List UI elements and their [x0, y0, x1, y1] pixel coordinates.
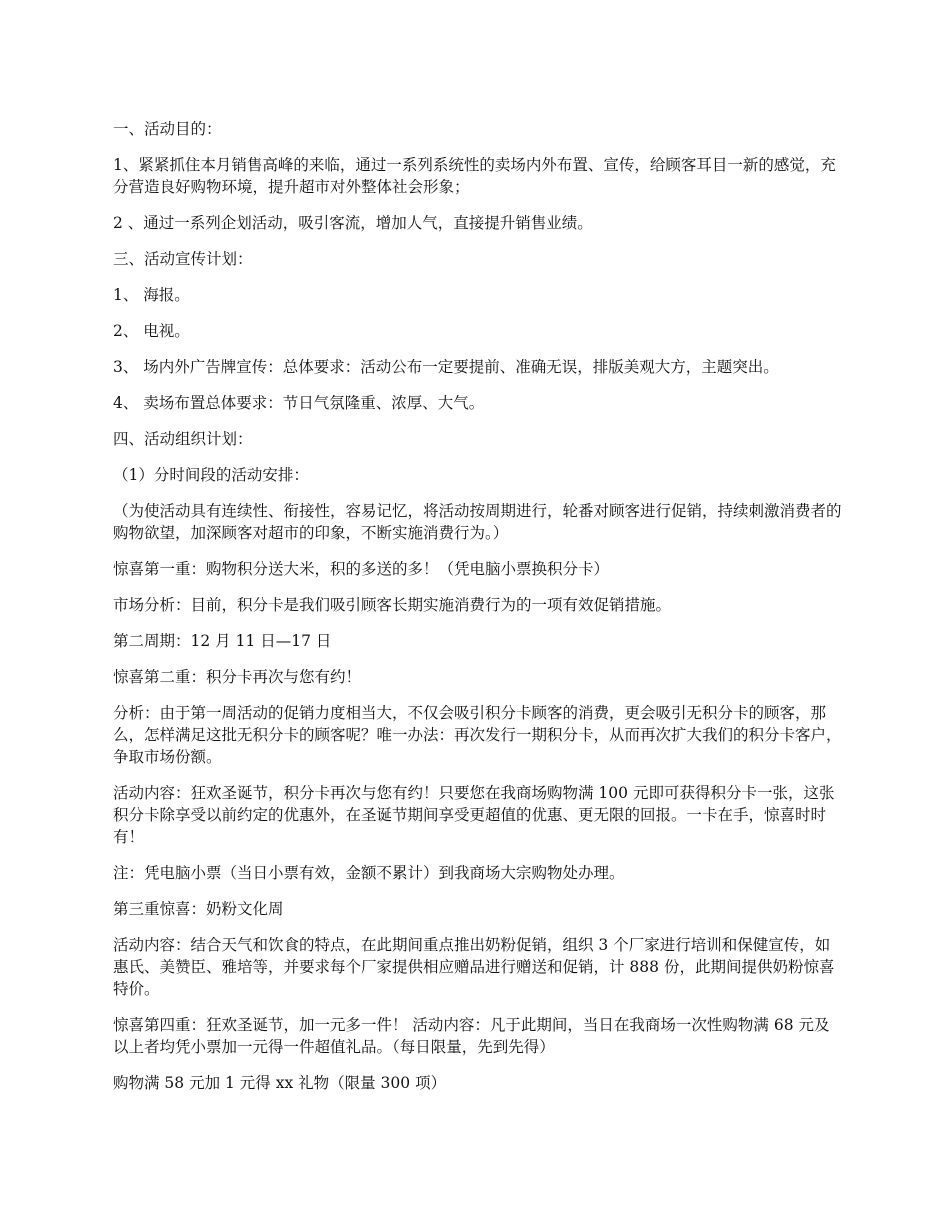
paragraph-surprise-4: 惊喜第四重：狂欢圣诞节，加一元多一件！ 活动内容：凡于此期间，当日在我商场一次性购物满 68 元及以上者均凭小票加一元得一件超值礼品。（每日限量，先到先得）: [113, 1016, 830, 1056]
paragraph-promo-1: 1、 海报。: [113, 286, 190, 304]
paragraph-promo-4: 4、 卖场布置总体要求：节日气氛隆重、浓厚、大气。: [113, 394, 485, 412]
document-body: [113, 118, 843, 1108]
paragraph-week-2: 第二周期：12 月 11 日—17 日: [113, 632, 332, 650]
paragraph-goal-2: 2 、通过一系列企划活动，吸引客流，增加人气，直接提升销售业绩。: [113, 214, 593, 232]
paragraph-goal-1: 1、紧紧抓住本月销售高峰的来临，通过一系列系统性的卖场内外布置、宣传，给顾客耳目一新的感觉，充分营造良好购物环境，提升超市对外整体社会形象；: [113, 156, 836, 196]
paragraph-promo-2: 2、 电视。: [113, 322, 190, 340]
paragraph-analysis: 分析：由于第一周活动的促销力度相当大，不仅会吸引积分卡顾客的消费，更会吸引无积分卡的顾客，那么，怎样满足这批无积分卡的顾客呢？唯一办法：再次发行一期积分卡，从而再次扩大我们的积分卡客户，争取市场份额。: [113, 704, 842, 766]
paragraph-schedule-heading: （1）分时间段的活动安排：: [113, 466, 309, 484]
paragraph-gift-offer: 购物满 58 元加 1 元得 xx 礼物（限量 300 项）: [113, 1074, 447, 1092]
paragraph-surprise-2: 惊喜第二重：积分卡再次与您有约！: [113, 668, 362, 686]
paragraph-section-4-heading: 四、活动组织计划：: [113, 430, 253, 448]
paragraph-surprise-1: 惊喜第一重：购物积分送大米，积的多送的多！（凭电脑小票换积分卡）: [113, 560, 610, 578]
paragraph-surprise-3: 第三重惊喜：奶粉文化周: [113, 900, 284, 918]
paragraph-schedule-note: （为使活动具有连续性、衔接性，容易记忆，将活动按周期进行，轮番对顾客进行促销，持续刺激消费者的购物欲望，加深顾客对超市的印象，不断实施消费行为。）: [113, 502, 842, 542]
paragraph-activity-content-1: 活动内容：狂欢圣诞节，积分卡再次与您有约！只要您在我商场购物满 100 元即可获得积分卡一张，这张积分卡除享受以前约定的优惠外，在圣诞节期间享受更超值的优惠、更无限的回报。一卡在手，惊喜时时有！: [113, 784, 835, 846]
paragraph-section-3-heading: 三、活动宣传计划：: [113, 250, 253, 268]
paragraph-section-1-heading: 一、活动目的：: [113, 120, 222, 138]
paragraph-note: 注：凭电脑小票（当日小票有效，金额不累计）到我商场大宗购物处办理。: [113, 864, 625, 882]
paragraph-market-analysis: 市场分析：目前，积分卡是我们吸引顾客长期实施消费行为的一项有效促销措施。: [113, 596, 672, 614]
paragraph-promo-3: 3、 场内外广告牌宣传：总体要求：活动公布一定要提前、准确无误，排版美观大方，主题突出。: [113, 358, 779, 376]
paragraph-activity-content-2: 活动内容：结合天气和饮食的特点，在此期间重点推出奶粉促销，组织 3 个厂家进行培训和保健宣传，如惠氏、美赞臣、雅培等，并要求每个厂家提供相应赠品进行赠送和促销，计 888 份，此期间提供奶粉惊喜特价。: [113, 936, 835, 998]
